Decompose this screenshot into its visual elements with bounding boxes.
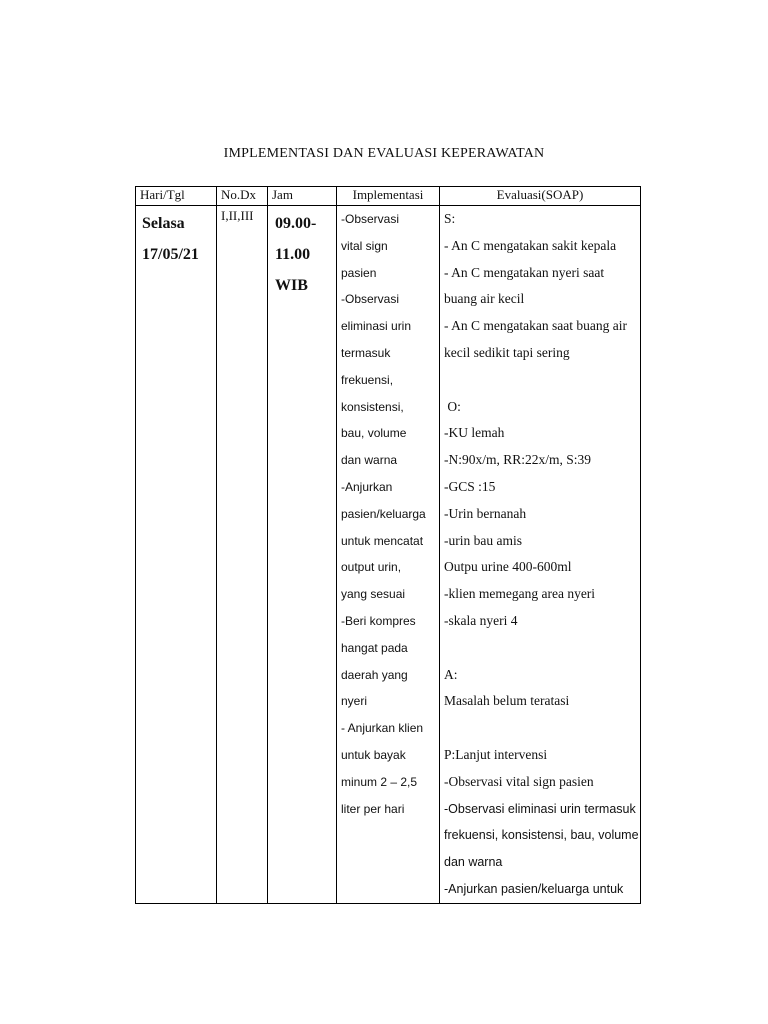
header-evaluasi: Evaluasi(SOAP): [440, 187, 641, 206]
time-zone: WIB: [275, 277, 308, 294]
evaluasi-line: buang air kecil: [444, 291, 525, 307]
evaluasi-line: -GCS :15: [444, 478, 496, 494]
evaluasi-line: [444, 367, 640, 394]
evaluasi-line: -urin bau amis: [444, 532, 522, 548]
time-end: 11.00: [275, 246, 311, 263]
evaluasi-line: - An C mengatakan saat buang air: [444, 318, 627, 334]
evaluasi-line: -Observasi eliminasi urin termasuk: [444, 801, 636, 816]
table-header-row: [136, 187, 641, 206]
implementasi-line: untuk mencatat: [341, 533, 424, 548]
evaluasi-line: -Anjurkan pasien/keluarga untuk: [444, 881, 624, 896]
implementasi-line: termasuk: [341, 345, 391, 360]
evaluasi-line: frekuensi, konsistensi, bau, volume: [444, 828, 639, 843]
implementasi-line: -Anjurkan: [341, 479, 393, 494]
evaluasi-line: dan warna: [444, 855, 503, 870]
evaluasi-line: S:: [444, 211, 456, 226]
evaluasi-line: [444, 635, 640, 662]
cell-no-dx: I,II,III: [217, 206, 268, 904]
implementasi-line: konsistensi,: [341, 399, 404, 414]
implementasi-line: vital sign: [341, 238, 388, 253]
time-start: 09.00-: [275, 215, 317, 232]
implementasi-line: eliminasi urin: [341, 319, 412, 334]
implementasi-line: dan warna: [341, 453, 398, 468]
implementasi-line: -Observasi: [341, 292, 400, 307]
implementasi-line: -Observasi: [341, 212, 400, 226]
implementasi-line: pasien/keluarga: [341, 506, 426, 521]
evaluasi-line: -skala nyeri 4: [444, 612, 518, 628]
evaluasi-line: -N:90x/m, RR:22x/m, S:39: [444, 452, 592, 468]
table-row: [136, 206, 641, 904]
evaluasi-line: kecil sedikit tapi sering: [444, 344, 570, 360]
implementasi-line: untuk bayak: [341, 747, 406, 762]
implementasi-line: bau, volume: [341, 426, 407, 441]
cell-evaluasi: [440, 206, 641, 904]
implementasi-line: -Beri kompres: [341, 613, 416, 628]
evaluasi-line: -Urin bernanah: [444, 505, 527, 521]
implementasi-line: daerah yang: [341, 667, 408, 682]
evaluasi-line: - An C mengatakan sakit kepala: [444, 237, 617, 253]
header-hari-tgl: Hari/Tgl: [136, 187, 217, 206]
evaluasi-line: - An C mengatakan nyeri saat: [444, 264, 605, 280]
implementasi-line: minum 2 – 2,5: [341, 774, 418, 789]
cell-hari-tgl: [136, 206, 217, 904]
day-text: Selasa: [142, 215, 185, 232]
evaluasi-line: Outpu urine 400-600ml: [444, 559, 572, 575]
evaluasi-line: -Observasi vital sign pasien: [444, 773, 594, 789]
implementasi-line: output urin,: [341, 560, 402, 575]
implementasi-line: nyeri: [341, 694, 368, 709]
implementasi-line: hangat pada: [341, 640, 408, 655]
implementasi-line: - Anjurkan klien: [341, 721, 424, 736]
evaluasi-line: -KU lemah: [444, 425, 505, 441]
header-no-dx: No.Dx: [217, 187, 268, 206]
implementasi-line: frekuensi,: [341, 372, 394, 387]
evaluasi-line: Masalah belum teratasi: [444, 693, 570, 709]
evaluasi-line: A:: [444, 666, 458, 682]
cell-implementasi: [337, 206, 440, 904]
evaluasi-line: O:: [444, 398, 461, 414]
evaluasi-line: -klien memegang area nyeri: [444, 586, 596, 602]
header-implementasi: Implementasi: [337, 187, 440, 206]
implementasi-line: liter per hari: [341, 801, 405, 816]
cell-jam: [268, 206, 337, 904]
implementasi-line: pasien: [341, 265, 377, 280]
evaluasi-line: [444, 715, 640, 742]
evaluation-table: [135, 186, 641, 904]
evaluasi-line: P:Lanjut intervensi: [444, 746, 548, 762]
implementasi-line: yang sesuai: [341, 587, 406, 602]
date-text: 17/05/21: [142, 246, 199, 263]
header-jam: Jam: [268, 187, 337, 206]
document-title: IMPLEMENTASI DAN EVALUASI KEPERAWATAN: [223, 146, 545, 161]
